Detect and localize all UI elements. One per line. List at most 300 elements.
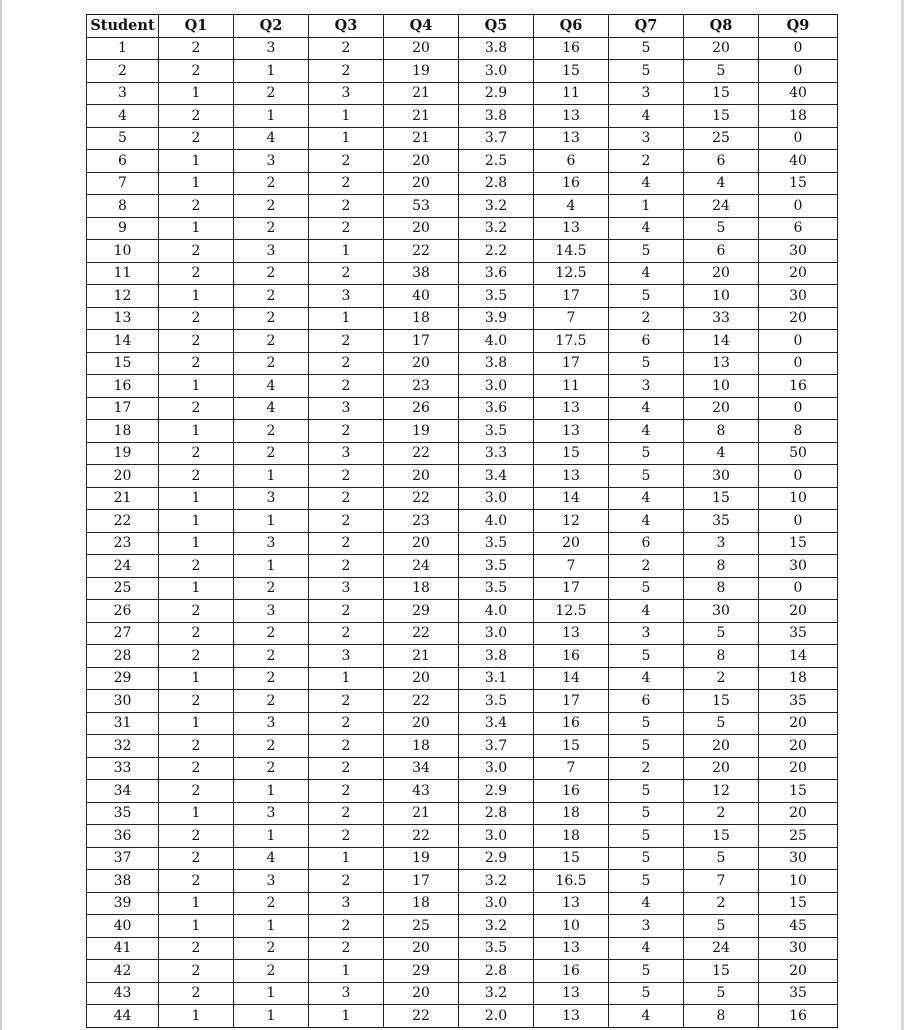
answer-cell: 2	[309, 555, 384, 578]
table-row	[87, 127, 838, 150]
answer-cell: 13	[534, 1005, 609, 1028]
answer-cell: 13	[534, 420, 609, 443]
answer-cell: 2	[309, 150, 384, 173]
answer-cell: 20	[684, 735, 759, 758]
answer-cell: 13	[534, 622, 609, 645]
answer-cell: 16	[534, 645, 609, 668]
answer-cell: 30	[759, 555, 838, 578]
table-row	[87, 82, 838, 105]
answer-cell: 4	[609, 487, 684, 510]
table-row	[87, 622, 838, 645]
student-id-cell: 38	[87, 870, 159, 893]
answer-cell: 5	[609, 870, 684, 893]
answer-cell: 1	[309, 105, 384, 128]
table-row	[87, 375, 838, 398]
student-id-cell: 20	[87, 465, 159, 488]
answer-cell: 1	[234, 915, 309, 938]
answer-cell: 3.5	[459, 532, 534, 555]
answer-cell: 4.0	[459, 510, 534, 533]
answer-cell: 22	[384, 442, 459, 465]
answer-cell: 5	[609, 645, 684, 668]
answer-cell: 1	[159, 285, 234, 308]
answer-cell: 4	[234, 127, 309, 150]
answer-cell: 4	[534, 195, 609, 218]
answer-cell: 4	[609, 172, 684, 195]
header-q8: Q8	[684, 15, 759, 38]
answer-cell: 2	[684, 892, 759, 915]
student-id-cell: 43	[87, 982, 159, 1005]
answer-cell: 35	[759, 622, 838, 645]
answer-cell: 2	[309, 60, 384, 83]
answer-cell: 2	[159, 307, 234, 330]
answer-cell: 8	[684, 420, 759, 443]
answer-cell: 2	[159, 645, 234, 668]
answer-cell: 4.0	[459, 330, 534, 353]
table-row	[87, 915, 838, 938]
student-id-cell: 44	[87, 1005, 159, 1028]
answer-cell: 1	[159, 150, 234, 173]
answer-cell: 2	[159, 352, 234, 375]
answer-cell: 0	[759, 37, 838, 60]
answer-cell: 13	[534, 465, 609, 488]
answer-cell: 2	[159, 780, 234, 803]
student-id-cell: 7	[87, 172, 159, 195]
answer-cell: 3	[234, 712, 309, 735]
answer-cell: 5	[684, 622, 759, 645]
answer-cell: 11	[534, 82, 609, 105]
answer-cell: 2	[309, 600, 384, 623]
answer-cell: 7	[534, 555, 609, 578]
table-row	[87, 307, 838, 330]
table-row	[87, 420, 838, 443]
answer-cell: 3.0	[459, 757, 534, 780]
answer-cell: 3.4	[459, 712, 534, 735]
table-row	[87, 262, 838, 285]
answer-cell: 2	[234, 442, 309, 465]
answer-cell: 15	[759, 892, 838, 915]
answer-cell: 1	[159, 172, 234, 195]
table-row	[87, 937, 838, 960]
answer-cell: 5	[609, 780, 684, 803]
answer-cell: 1	[159, 1005, 234, 1028]
answer-cell: 2.5	[459, 150, 534, 173]
student-id-cell: 34	[87, 780, 159, 803]
answer-cell: 20	[759, 757, 838, 780]
answer-cell: 2	[234, 82, 309, 105]
answer-cell: 14	[684, 330, 759, 353]
answer-cell: 23	[384, 510, 459, 533]
header-q3: Q3	[309, 15, 384, 38]
survey-data-table	[86, 14, 838, 1028]
answer-cell: 33	[684, 307, 759, 330]
answer-cell: 10	[759, 870, 838, 893]
answer-cell: 10	[684, 285, 759, 308]
answer-cell: 14	[759, 645, 838, 668]
answer-cell: 22	[384, 622, 459, 645]
answer-cell: 2	[234, 285, 309, 308]
answer-cell: 3.7	[459, 127, 534, 150]
table-row	[87, 487, 838, 510]
answer-cell: 20	[759, 735, 838, 758]
table-row	[87, 465, 838, 488]
student-id-cell: 15	[87, 352, 159, 375]
answer-cell: 2	[309, 465, 384, 488]
answer-cell: 18	[759, 667, 838, 690]
answer-cell: 2	[159, 397, 234, 420]
answer-cell: 13	[534, 937, 609, 960]
left-page-border	[0, 0, 2, 1030]
student-id-cell: 39	[87, 892, 159, 915]
answer-cell: 2	[159, 757, 234, 780]
answer-cell: 2	[234, 757, 309, 780]
answer-cell: 2	[159, 330, 234, 353]
answer-cell: 15	[684, 487, 759, 510]
answer-cell: 2	[309, 825, 384, 848]
answer-cell: 3.0	[459, 375, 534, 398]
answer-cell: 3	[609, 915, 684, 938]
answer-cell: 2	[159, 442, 234, 465]
answer-cell: 2	[234, 960, 309, 983]
answer-cell: 1	[309, 307, 384, 330]
table-row	[87, 555, 838, 578]
answer-cell: 20	[759, 262, 838, 285]
answer-cell: 2	[609, 555, 684, 578]
answer-cell: 3.2	[459, 870, 534, 893]
answer-cell: 3	[309, 577, 384, 600]
answer-cell: 5	[684, 847, 759, 870]
table-row	[87, 735, 838, 758]
answer-cell: 20	[759, 802, 838, 825]
answer-cell: 12.5	[534, 600, 609, 623]
student-id-cell: 24	[87, 555, 159, 578]
answer-cell: 20	[384, 37, 459, 60]
answer-cell: 25	[759, 825, 838, 848]
answer-cell: 0	[759, 60, 838, 83]
header-q4: Q4	[384, 15, 459, 38]
answer-cell: 3.8	[459, 105, 534, 128]
answer-cell: 1	[234, 825, 309, 848]
answer-cell: 3.6	[459, 262, 534, 285]
answer-cell: 40	[759, 82, 838, 105]
table-row	[87, 667, 838, 690]
answer-cell: 3.8	[459, 352, 534, 375]
answer-cell: 1	[159, 802, 234, 825]
answer-cell: 1	[159, 532, 234, 555]
answer-cell: 18	[384, 892, 459, 915]
student-id-cell: 10	[87, 240, 159, 263]
answer-cell: 10	[534, 915, 609, 938]
answer-cell: 4	[609, 217, 684, 240]
answer-cell: 20	[684, 397, 759, 420]
answer-cell: 53	[384, 195, 459, 218]
answer-cell: 18	[384, 577, 459, 600]
table-row	[87, 802, 838, 825]
answer-cell: 12	[534, 510, 609, 533]
student-id-cell: 6	[87, 150, 159, 173]
answer-cell: 16	[759, 375, 838, 398]
table-row	[87, 825, 838, 848]
answer-cell: 20	[384, 712, 459, 735]
answer-cell: 6	[609, 330, 684, 353]
answer-cell: 2	[159, 622, 234, 645]
answer-cell: 1	[159, 915, 234, 938]
student-id-cell: 11	[87, 262, 159, 285]
answer-cell: 0	[759, 127, 838, 150]
answer-cell: 3	[234, 870, 309, 893]
answer-cell: 8	[684, 645, 759, 668]
student-id-cell: 36	[87, 825, 159, 848]
answer-cell: 29	[384, 600, 459, 623]
answer-cell: 2	[159, 240, 234, 263]
answer-cell: 20	[384, 937, 459, 960]
student-id-cell: 25	[87, 577, 159, 600]
answer-cell: 6	[534, 150, 609, 173]
answer-cell: 2	[234, 352, 309, 375]
answer-cell: 5	[609, 802, 684, 825]
answer-cell: 4	[609, 420, 684, 443]
answer-cell: 2	[234, 172, 309, 195]
answer-cell: 2.8	[459, 802, 534, 825]
answer-cell: 1	[234, 555, 309, 578]
answer-cell: 1	[159, 510, 234, 533]
answer-cell: 3.2	[459, 982, 534, 1005]
answer-cell: 1	[234, 60, 309, 83]
answer-cell: 5	[684, 217, 759, 240]
answer-cell: 5	[609, 37, 684, 60]
answer-cell: 30	[684, 600, 759, 623]
table-row	[87, 397, 838, 420]
answer-cell: 2	[234, 217, 309, 240]
answer-cell: 2	[309, 690, 384, 713]
answer-cell: 15	[759, 532, 838, 555]
answer-cell: 21	[384, 82, 459, 105]
answer-cell: 2	[159, 982, 234, 1005]
answer-cell: 2	[159, 555, 234, 578]
answer-cell: 3.0	[459, 622, 534, 645]
answer-cell: 2.2	[459, 240, 534, 263]
header-q6: Q6	[534, 15, 609, 38]
answer-cell: 4	[684, 442, 759, 465]
answer-cell: 1	[159, 217, 234, 240]
answer-cell: 3	[684, 532, 759, 555]
answer-cell: 14	[534, 667, 609, 690]
answer-cell: 5	[609, 240, 684, 263]
answer-cell: 3.4	[459, 465, 534, 488]
answer-cell: 17	[534, 352, 609, 375]
answer-cell: 2	[234, 667, 309, 690]
student-id-cell: 28	[87, 645, 159, 668]
answer-cell: 7	[534, 757, 609, 780]
answer-cell: 2	[159, 735, 234, 758]
answer-cell: 7	[534, 307, 609, 330]
answer-cell: 1	[159, 82, 234, 105]
answer-cell: 19	[384, 847, 459, 870]
answer-cell: 5	[609, 285, 684, 308]
answer-cell: 21	[384, 645, 459, 668]
answer-cell: 21	[384, 802, 459, 825]
answer-cell: 0	[759, 195, 838, 218]
table-row	[87, 1005, 838, 1028]
answer-cell: 43	[384, 780, 459, 803]
answer-cell: 14	[534, 487, 609, 510]
answer-cell: 20	[684, 37, 759, 60]
answer-cell: 13	[534, 982, 609, 1005]
answer-cell: 4	[234, 847, 309, 870]
answer-cell: 3	[309, 442, 384, 465]
student-id-cell: 19	[87, 442, 159, 465]
answer-cell: 12	[684, 780, 759, 803]
answer-cell: 1	[159, 892, 234, 915]
answer-cell: 5	[684, 982, 759, 1005]
table-row	[87, 982, 838, 1005]
answer-cell: 2	[309, 262, 384, 285]
answer-cell: 26	[384, 397, 459, 420]
answer-cell: 20	[384, 172, 459, 195]
student-id-cell: 42	[87, 960, 159, 983]
answer-cell: 2.9	[459, 780, 534, 803]
answer-cell: 35	[684, 510, 759, 533]
student-id-cell: 41	[87, 937, 159, 960]
table-row	[87, 195, 838, 218]
answer-cell: 13	[534, 892, 609, 915]
answer-cell: 3.5	[459, 555, 534, 578]
header-q7: Q7	[609, 15, 684, 38]
answer-cell: 1	[234, 982, 309, 1005]
answer-cell: 20	[759, 960, 838, 983]
answer-cell: 5	[609, 982, 684, 1005]
student-id-cell: 4	[87, 105, 159, 128]
answer-cell: 2	[159, 600, 234, 623]
answer-cell: 2.8	[459, 960, 534, 983]
answer-cell: 4	[609, 600, 684, 623]
answer-cell: 15	[684, 960, 759, 983]
answer-cell: 2.0	[459, 1005, 534, 1028]
answer-cell: 18	[534, 825, 609, 848]
answer-cell: 20	[384, 352, 459, 375]
answer-cell: 2	[309, 330, 384, 353]
answer-cell: 3.7	[459, 735, 534, 758]
answer-cell: 3	[234, 487, 309, 510]
answer-cell: 2	[309, 622, 384, 645]
answer-cell: 35	[759, 690, 838, 713]
answer-cell: 25	[684, 127, 759, 150]
answer-cell: 2	[159, 195, 234, 218]
answer-cell: 3	[309, 82, 384, 105]
answer-cell: 2	[309, 195, 384, 218]
answer-cell: 5	[684, 60, 759, 83]
table-row	[87, 330, 838, 353]
table-row	[87, 960, 838, 983]
answer-cell: 2	[234, 622, 309, 645]
answer-cell: 16	[759, 1005, 838, 1028]
answer-cell: 3.1	[459, 667, 534, 690]
answer-cell: 4	[609, 510, 684, 533]
answer-cell: 2	[234, 577, 309, 600]
answer-cell: 3	[309, 982, 384, 1005]
answer-cell: 17	[384, 330, 459, 353]
table-row	[87, 600, 838, 623]
table-row	[87, 780, 838, 803]
answer-cell: 1	[234, 465, 309, 488]
answer-cell: 2	[309, 487, 384, 510]
answer-cell: 2	[159, 37, 234, 60]
answer-cell: 3	[309, 285, 384, 308]
answer-cell: 8	[684, 1005, 759, 1028]
answer-cell: 8	[684, 555, 759, 578]
answer-cell: 2	[309, 735, 384, 758]
answer-cell: 20	[384, 465, 459, 488]
student-id-cell: 40	[87, 915, 159, 938]
student-id-cell: 16	[87, 375, 159, 398]
answer-cell: 11	[534, 375, 609, 398]
student-id-cell: 12	[87, 285, 159, 308]
answer-cell: 23	[384, 375, 459, 398]
answer-cell: 16	[534, 172, 609, 195]
answer-cell: 1	[309, 667, 384, 690]
table-row	[87, 847, 838, 870]
answer-cell: 18	[384, 307, 459, 330]
answer-cell: 0	[759, 397, 838, 420]
table-row	[87, 37, 838, 60]
answer-cell: 17	[534, 577, 609, 600]
answer-cell: 16	[534, 960, 609, 983]
table-row	[87, 150, 838, 173]
answer-cell: 0	[759, 352, 838, 375]
answer-cell: 1	[159, 420, 234, 443]
student-id-cell: 37	[87, 847, 159, 870]
table-row	[87, 510, 838, 533]
answer-cell: 2	[309, 217, 384, 240]
answer-cell: 21	[384, 127, 459, 150]
answer-cell: 2	[684, 667, 759, 690]
answer-cell: 2	[234, 690, 309, 713]
answer-cell: 8	[759, 420, 838, 443]
answer-cell: 30	[759, 937, 838, 960]
student-id-cell: 21	[87, 487, 159, 510]
answer-cell: 2	[159, 825, 234, 848]
answer-cell: 13	[534, 217, 609, 240]
answer-cell: 16.5	[534, 870, 609, 893]
answer-cell: 2.9	[459, 847, 534, 870]
answer-cell: 22	[384, 1005, 459, 1028]
table-row	[87, 105, 838, 128]
answer-cell: 20	[384, 982, 459, 1005]
answer-cell: 3.5	[459, 420, 534, 443]
answer-cell: 12.5	[534, 262, 609, 285]
answer-cell: 0	[759, 510, 838, 533]
answer-cell: 2	[309, 420, 384, 443]
answer-cell: 6	[609, 690, 684, 713]
table-row	[87, 690, 838, 713]
answer-cell: 15	[534, 60, 609, 83]
answer-cell: 3	[234, 150, 309, 173]
table-row	[87, 60, 838, 83]
answer-cell: 5	[609, 60, 684, 83]
answer-cell: 16	[534, 712, 609, 735]
answer-cell: 4	[609, 397, 684, 420]
answer-cell: 17	[384, 870, 459, 893]
answer-cell: 6	[609, 532, 684, 555]
answer-cell: 29	[384, 960, 459, 983]
answer-cell: 15	[759, 172, 838, 195]
answer-cell: 2	[609, 757, 684, 780]
answer-cell: 20	[384, 217, 459, 240]
answer-cell: 5	[609, 577, 684, 600]
answer-cell: 2.9	[459, 82, 534, 105]
answer-cell: 40	[384, 285, 459, 308]
answer-cell: 3.0	[459, 60, 534, 83]
answer-cell: 7	[684, 870, 759, 893]
